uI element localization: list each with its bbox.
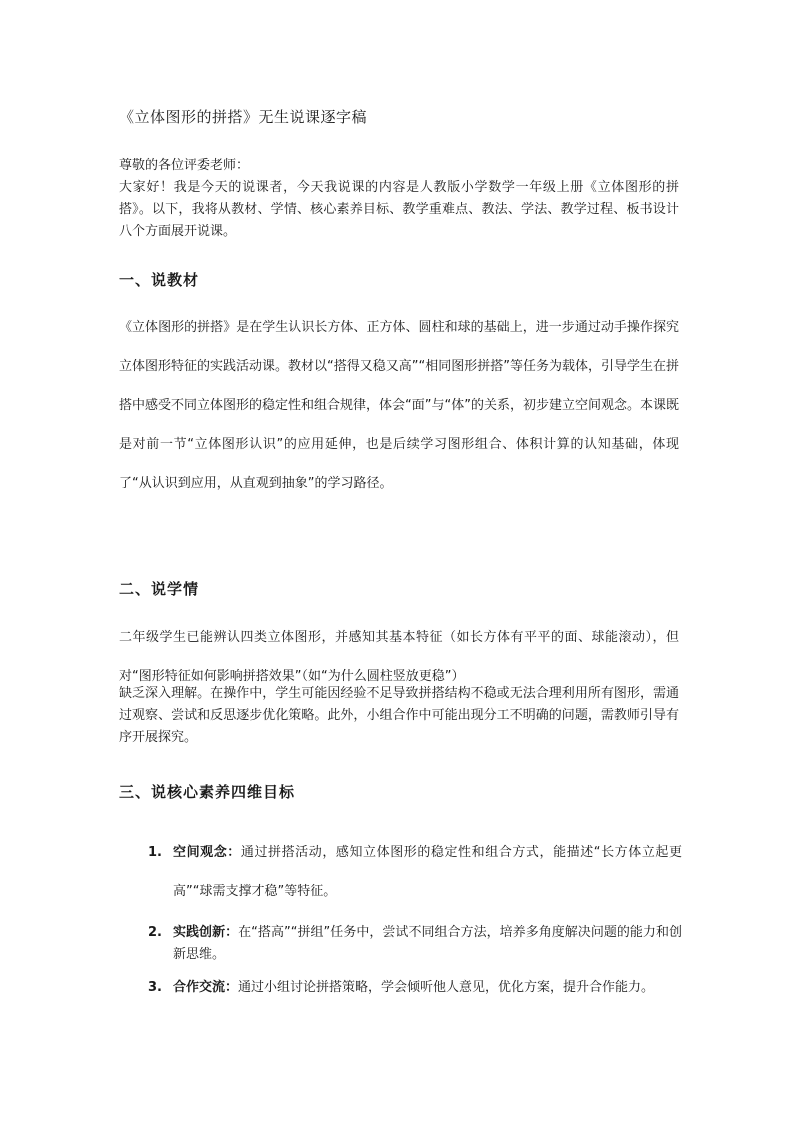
section-heading-students: 二、说学情: [119, 580, 200, 598]
document-title: 《立体图形的拼搭》无生说课逐字稿: [119, 108, 368, 126]
intro-paragraph: 大家好！我是今天的说课者，今天我说课的内容是人教版小学数学一年级上册《立体图形的拼搭》。以下，我将从教材、学情、核心素养目标、教学重难点、教法、学法、教学过程、板书设计八个方面展开说课。: [119, 180, 679, 239]
section-paragraph-students-a: 二年级学生已能辨认四类立体图形，并感知其基本特征（如长方体有平平的面、球能滚动），但对“图形特征如何影响拼搭效果”（如“为什么圆柱竖放更稳”）: [119, 630, 679, 684]
intro-salutation: 尊敬的各位评委老师：: [119, 158, 250, 173]
goal-text: 通过拼搭活动，感知立体图形的稳定性和组合方式，能描述“长方体立起更高”“球需支撑才稳”等特征。: [173, 845, 682, 899]
goal-text: 在“搭高”“拼组”任务中，尝试不同组合方法，培养多角度解决问题的能力和创新思维。: [173, 925, 682, 962]
goal-item: [148, 922, 682, 966]
goal-text: 通过小组讨论拼搭策略，学会倾听他人意见，优化方案，提升合作能力。: [238, 980, 655, 995]
goal-term: 空间观念：: [173, 845, 241, 860]
section-paragraph-students-b: 缺乏深入理解。在操作中，学生可能因经验不足导致拼搭结构不稳或无法合理利用所有图形，需通过观察、尝试和反思逐步优化策略。此外，小组合作中可能出现分工不明确的问题，需教师引导有序开展探究。: [119, 686, 679, 745]
section-heading-textbook: 一、说教材: [119, 271, 200, 289]
goal-number: 1.: [148, 845, 162, 860]
goal-term: 实践创新：: [173, 925, 239, 940]
section-paragraph-textbook: 《立体图形的拼搭》是在学生认识长方体、正方体、圆柱和球的基础上，进一步通过动手操作探究立体图形特征的实践活动课。教材以“搭得又稳又高”“相同图形拼搭”等任务为载体，引导学生在拼搭中感受不同立体图形的稳定性和组合规律，体会“面”与“体”的关系，初步建立空间观念。本课既是对前一节“立体图形认识”的应用延伸，也是后续学习图形组合、体积计算的认知基础，体现了“从认识到应用，从直观到抽象”的学习路径。: [119, 320, 679, 491]
goal-number: 3.: [148, 980, 162, 995]
goal-term: 合作交流：: [173, 980, 239, 995]
goal-item: [148, 977, 682, 999]
goal-number: 2.: [148, 925, 162, 940]
section-heading-goals: 三、说核心素养四维目标: [119, 783, 296, 801]
goal-item: [148, 833, 682, 911]
